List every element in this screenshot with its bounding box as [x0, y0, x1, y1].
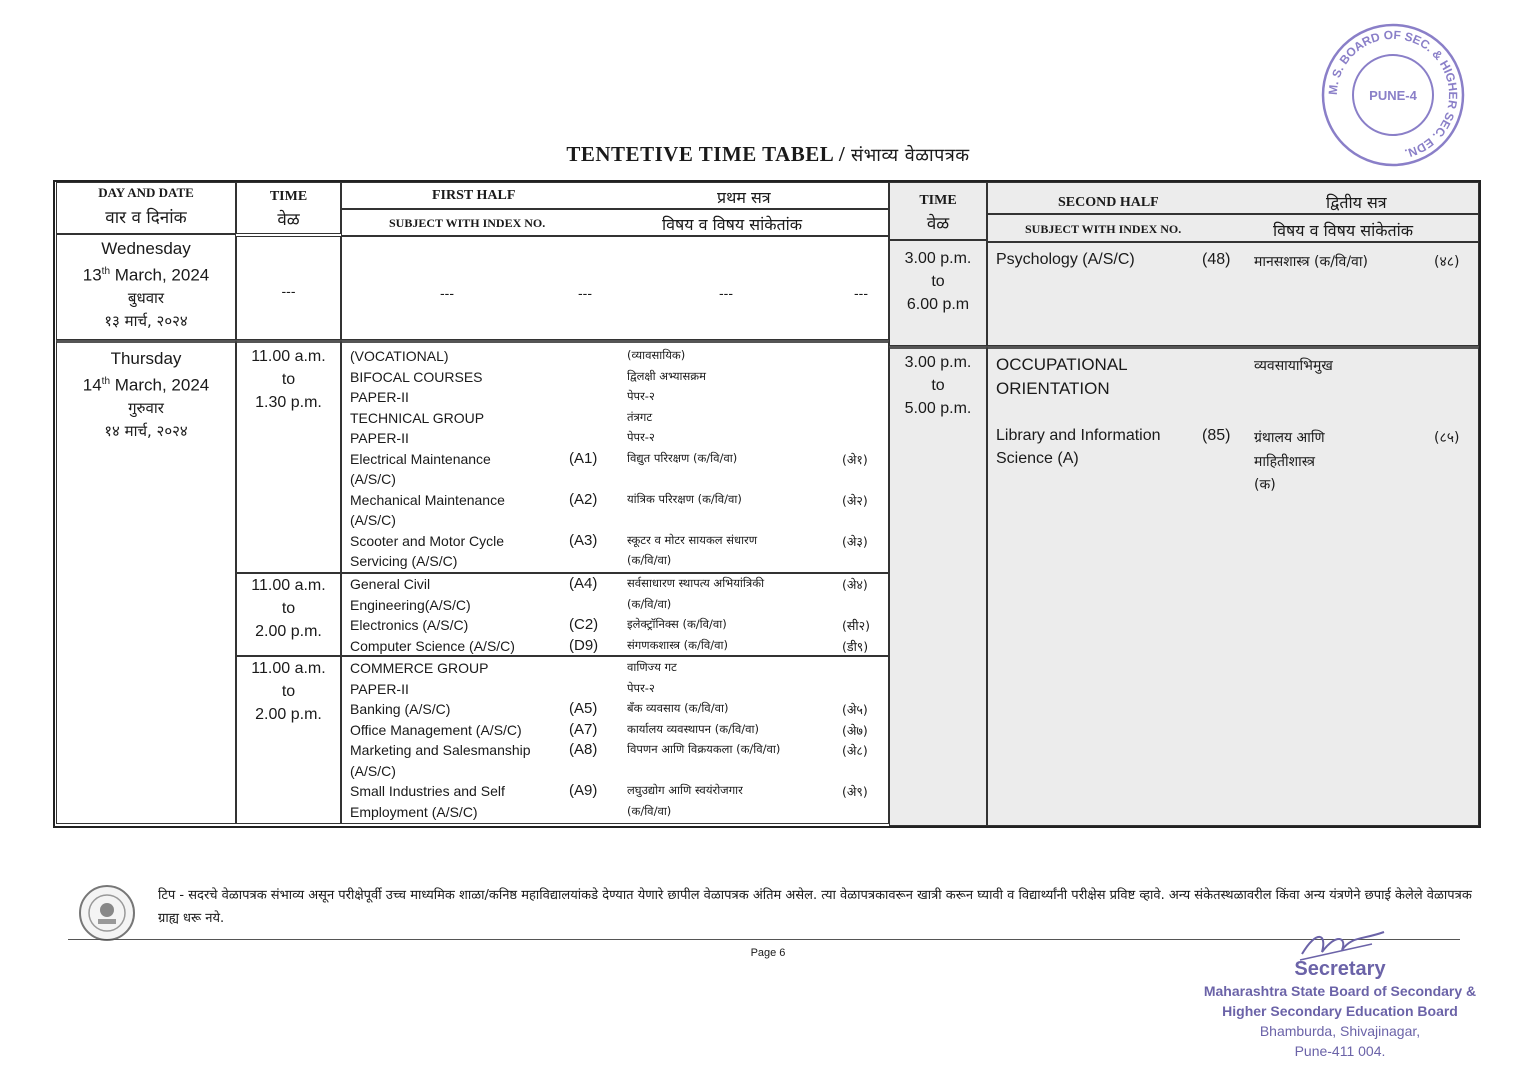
block3-row-2-en: Banking (A/S/C)	[350, 701, 451, 717]
day2-block2-time	[236, 573, 341, 656]
day1-second-index-en: (48)	[1202, 251, 1231, 268]
block1-row-10-mr: (क/वि/वा)	[627, 553, 672, 567]
block2-row-2-midx: (सी२)	[842, 618, 870, 633]
block3-row-6-mr: लघुउद्योग आणि स्वयंरोजगार	[627, 783, 743, 797]
day1-second-time-to: to	[931, 273, 945, 290]
day1-second-subject	[987, 242, 1479, 346]
board-seal	[1318, 20, 1468, 170]
title-english: TENTETIVE TIME TABEL /	[566, 142, 846, 166]
block2-row-2-idx: (C2)	[569, 616, 599, 633]
day2-block1-time-to: to	[281, 371, 296, 388]
day1-second-subject-mr: मानसशास्त्र (क/वि/वा)	[1254, 254, 1368, 270]
day2-second-head-en-2: ORIENTATION	[996, 379, 1110, 398]
header-first-subject	[341, 209, 889, 236]
block3-row-4-idx: (A8)	[569, 741, 598, 758]
block1-row-0-mr: (व्यावसायिक)	[627, 348, 686, 362]
block1-row-8-en: (A/S/C)	[350, 512, 396, 528]
board-logo-icon	[78, 884, 136, 942]
block1-row-4-mr: पेपर-२	[627, 430, 655, 444]
block2-row-0-idx: (A4)	[569, 575, 598, 592]
block2-row-3-mr: संगणकशास्त्र (क/वि/वा)	[627, 637, 728, 652]
block3-row-4-midx: (अे८)	[842, 743, 868, 758]
day2-second-index-en: (85)	[1202, 427, 1231, 444]
day1-day-mr: बुधवार	[127, 288, 165, 307]
day1-first-dash-3: ---	[719, 285, 733, 301]
day1-second-time-start: 3.00 p.m.	[904, 250, 972, 267]
day1-first-time-dash: ---	[281, 283, 296, 299]
block1-row-10-en: Servicing (A/S/C)	[350, 553, 458, 569]
header-day-mr: वार व दिनांक	[105, 208, 187, 228]
block2-row-3-en: Computer Science (A/S/C)	[350, 637, 515, 654]
block3-row-3-mr: कार्यालय व्यवस्थापन (क/वि/वा)	[627, 721, 760, 736]
page-number: Page 6	[750, 947, 786, 959]
block1-row-7-mr: यांत्रिक परिरक्षण (क/वि/वा)	[627, 491, 742, 506]
header-second-subject	[987, 214, 1479, 242]
header-second-en: SECOND HALF	[1058, 195, 1159, 210]
day1-second-index-mr: (४८)	[1434, 254, 1460, 270]
day2-date-mr: १४ मार्च, २०२४	[104, 421, 188, 440]
block1-row-9-midx: (अे३)	[842, 533, 868, 549]
block1-row-2-en: PAPER-II	[350, 389, 409, 405]
day2-second-head-mr: व्यवसायाभिमुख	[1254, 358, 1333, 374]
day1-second-subject-en: Psychology (A/S/C)	[996, 251, 1135, 268]
block3-row-1-mr: पेपर-२	[627, 680, 655, 695]
header-first-half	[341, 182, 889, 209]
day2-block2-time-to: to	[281, 600, 296, 617]
block1-row-5-idx: (A1)	[569, 449, 598, 467]
block2-row-0-mr: सर्वसाधारण स्थापत्य अभियांत्रिकी	[627, 576, 765, 590]
day1-first-dash-2: ---	[578, 285, 592, 301]
block3-row-6-en: Small Industries and Self	[350, 783, 505, 799]
day2-block2-time-end: 2.00 p.m.	[255, 623, 322, 640]
day2-block1-subjects	[341, 340, 889, 573]
day2-day-en: Thursday	[110, 349, 182, 368]
day2-block1-time	[236, 340, 341, 573]
header-second-subj-en: SUBJECT WITH INDEX NO.	[1025, 222, 1182, 236]
block1-row-5-mr: विद्युत परिरक्षण (क/वि/वा)	[627, 450, 738, 465]
block1-row-6-en: (A/S/C)	[350, 471, 396, 487]
header-day-en: DAY AND DATE	[98, 185, 194, 200]
block1-row-1-en: BIFOCAL COURSES	[350, 368, 483, 385]
day2-block3-subjects	[341, 656, 889, 824]
block1-row-9-idx: (A3)	[569, 531, 598, 549]
day1-first-subject	[341, 236, 889, 340]
header-day-date	[56, 182, 236, 234]
block3-row-3-midx: (अे७)	[842, 722, 868, 738]
block1-row-2-mr: पेपर-२	[627, 389, 655, 403]
block1-row-5-midx: (अे१)	[842, 451, 868, 467]
block3-row-1-en: PAPER-II	[350, 680, 409, 697]
block3-row-6-midx: (अे९)	[842, 784, 868, 799]
block3-row-4-mr: विपणन आणि विक्रयकला (क/वि/वा)	[627, 742, 781, 756]
block3-row-2-idx: (A5)	[569, 700, 598, 717]
day2-second-subject	[987, 346, 1479, 826]
signature-line-3: Bhamburda, Shivajinagar,	[1259, 1023, 1421, 1039]
block2-row-2-en: Electronics (A/S/C)	[350, 617, 469, 633]
signature-line-1: Maharashtra State Board of Secondary &	[1203, 983, 1477, 999]
day2-block3-time-to: to	[281, 683, 296, 700]
day2-second-head-en-1: OCCUPATIONAL	[996, 355, 1128, 374]
header-first-mr: प्रथम सत्र	[717, 188, 771, 207]
block3-row-0-mr: वाणिज्य गट	[627, 660, 677, 674]
block1-row-7-en: Mechanical Maintenance	[350, 491, 505, 508]
block3-row-4-en: Marketing and Salesmanship	[350, 742, 531, 758]
day1-second-time	[889, 240, 987, 346]
header-time-2	[889, 182, 987, 240]
day1-day-en: Wednesday	[101, 239, 191, 258]
day2-second-time-end: 5.00 p.m.	[904, 400, 972, 417]
footer-note: टिप - सदरचे वेळापत्रक संभाव्य असून परीक्षेपूर्वी उच्च माध्यमिक शाळा/कनिष्ठ महाविद्यालयांकडे देण्यात येणारे छापील वेळापत्रक अंतिम असेल. त्या वेळापत्रकावरून खात्री करून घ्यावी व विद्यार्थ्यांनी परीक्षेस प्रविष्ट व्हावे. अन्य संकेतस्थळावरील किंवा अन्य यंत्रणेने छपाई केलेले वेळापत्रक ग्राह्य धरू नये.	[158, 888, 1472, 926]
block3-row-0-en: COMMERCE GROUP	[350, 660, 489, 676]
block2-row-0-midx: (अे४)	[842, 577, 868, 592]
day2-second-subject-en-1: Library and Information	[996, 427, 1161, 444]
header-first-subj-mr: विषय व विषय सांकेतांक	[662, 215, 803, 234]
day2-second-time	[889, 346, 987, 826]
day2-second-time-start: 3.00 p.m.	[904, 354, 972, 371]
header-second-mr: द्वितीय सत्र	[1326, 193, 1387, 212]
block2-row-1-mr: (क/वि/वा)	[627, 596, 672, 611]
header-first-en: FIRST HALF	[432, 188, 516, 203]
title-marathi: संभाव्य वेळापत्रक	[850, 145, 970, 166]
signature-line-2: Higher Secondary Education Board	[1222, 1003, 1458, 1019]
block1-row-7-midx: (अे२)	[842, 492, 868, 508]
day2-second-subject-mr-1: ग्रंथालय आणि	[1254, 430, 1325, 446]
block2-row-0-en: General Civil	[350, 576, 431, 592]
block1-row-7-idx: (A2)	[569, 490, 598, 508]
day2-second-time-to: to	[931, 377, 945, 394]
day1-second-time-end: 6.00 p.m	[906, 296, 970, 313]
seal-ring-text: M. S. BOARD OF SEC. & HIGHER SEC. EDN.	[1325, 27, 1461, 161]
block3-row-2-midx: (अे५)	[842, 702, 868, 717]
day2-block2-subjects	[341, 573, 889, 656]
block1-row-9-mr: स्कूटर व मोटर सायकल संधारण	[627, 532, 758, 547]
block1-row-3-mr: तंत्रगट	[627, 409, 653, 424]
day1-first-time	[236, 236, 341, 340]
block1-row-3-en: TECHNICAL GROUP	[350, 409, 485, 426]
header-time2-mr: वेळ	[926, 214, 950, 234]
header-time-mr: वेळ	[277, 210, 300, 230]
day1-date-cell	[56, 234, 236, 340]
block1-row-4-en: PAPER-II	[350, 430, 409, 446]
block1-row-1-mr: द्विलक्षी अभ्यासक्रम	[627, 368, 706, 383]
day2-second-subject-en-2: Science (A)	[996, 450, 1079, 467]
seal-center-text: PUNE-4	[1369, 88, 1417, 103]
block3-row-7-mr: (क/वि/वा)	[627, 803, 672, 818]
header-time-en: TIME	[269, 189, 308, 204]
signature-block	[1190, 958, 1490, 1061]
day2-block3-time	[236, 656, 341, 824]
day1-first-dash-4: ---	[854, 285, 868, 301]
day2-day-mr: गुरुवार	[128, 398, 164, 417]
block3-row-2-mr: बँक व्यवसाय (क/वि/वा)	[627, 701, 729, 715]
day1-date-mr: १३ मार्च, २०२४	[104, 311, 188, 330]
block3-row-3-idx: (A7)	[569, 720, 598, 738]
day2-block3-time-start: 11.00 a.m.	[251, 660, 326, 677]
day2-second-index-mr: (८५)	[1434, 430, 1460, 446]
day2-block1-time-end: 1.30 p.m.	[255, 394, 322, 411]
day2-date-cell	[56, 340, 236, 824]
day1-first-dash-1: ---	[440, 285, 454, 301]
block2-row-2-mr: इलेक्ट्रॉनिक्स (क/वि/वा)	[627, 617, 727, 631]
page-title	[0, 142, 1536, 167]
block2-row-3-idx: (D9)	[569, 636, 599, 654]
day2-date-en: 14th March, 2024	[82, 375, 210, 395]
day1-date-en: 13th March, 2024	[82, 265, 210, 285]
footer-divider	[68, 939, 1460, 940]
block1-row-5-en: Electrical Maintenance	[350, 450, 491, 467]
header-time-1	[236, 182, 341, 234]
block1-row-9-en: Scooter and Motor Cycle	[350, 532, 505, 549]
block2-row-3-midx: (डी९)	[842, 638, 869, 654]
block3-row-5-en: (A/S/C)	[350, 762, 396, 779]
block3-row-6-idx: (A9)	[569, 782, 598, 799]
day2-block1-time-start: 11.00 a.m.	[251, 348, 326, 365]
block1-row-0-en: (VOCATIONAL)	[350, 348, 449, 364]
block3-row-3-en: Office Management (A/S/C)	[350, 721, 522, 738]
header-second-half	[987, 182, 1479, 214]
header-second-subj-mr: विषय व विषय सांकेतांक	[1273, 221, 1414, 240]
signature-line-4: Pune-411 004.	[1294, 1043, 1386, 1059]
day2-second-subject-mr-3: (क)	[1254, 477, 1276, 493]
header-first-subj-en: SUBJECT WITH INDEX NO.	[389, 216, 546, 230]
block3-row-7-en: Employment (A/S/C)	[350, 803, 478, 820]
signature-title: Secretary	[1294, 958, 1386, 980]
header-time2-en: TIME	[919, 193, 957, 208]
day2-block3-time-end: 2.00 p.m.	[255, 706, 322, 723]
day2-block2-time-start: 11.00 a.m.	[251, 577, 326, 594]
block2-row-1-en: Engineering(A/S/C)	[350, 596, 471, 613]
day2-second-subject-mr-2: माहितीशास्त्र	[1254, 454, 1315, 470]
